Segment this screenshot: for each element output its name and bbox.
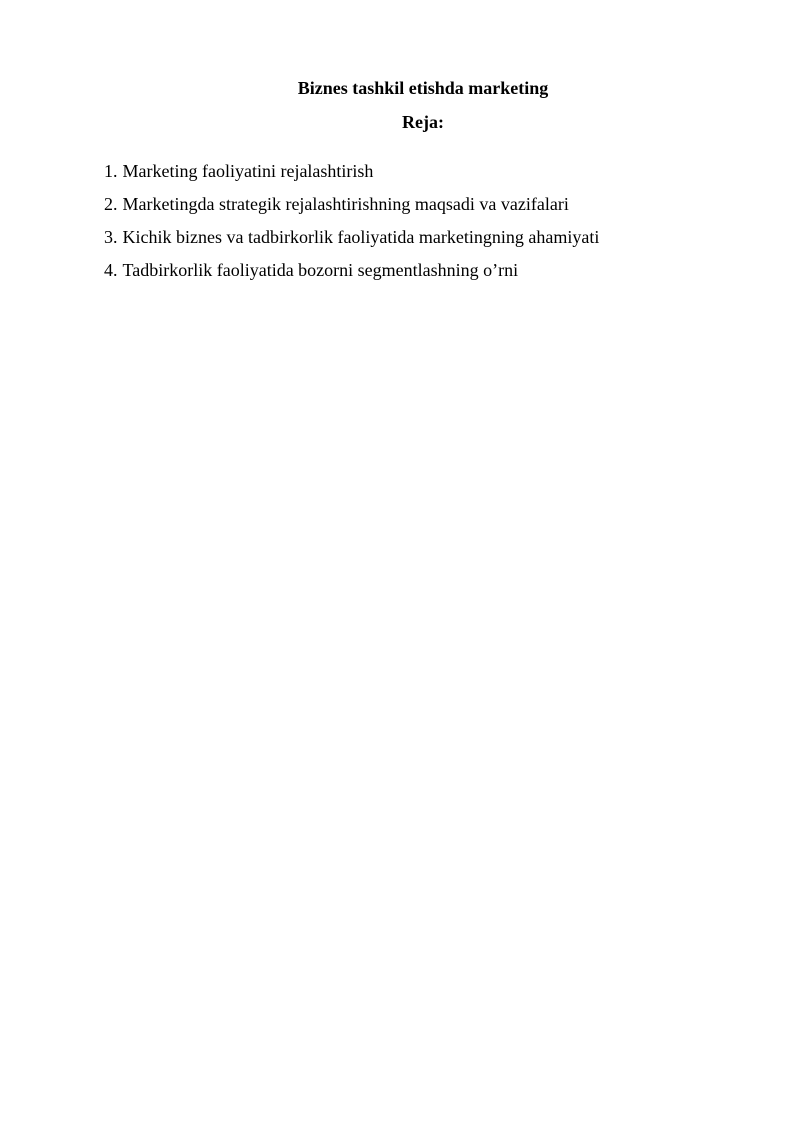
plan-list [104, 160, 599, 292]
plan-item [104, 193, 599, 215]
plan-item [104, 226, 599, 248]
plan-item-number: 3. [104, 227, 118, 247]
plan-item-number: 2. [104, 194, 118, 214]
plan-item-text: Kichik biznes va tadbirkorlik faoliyatida marketingning ahamiyati [122, 227, 600, 247]
plan-item-text: Marketingda strategik rejalashtirishning maqsadi va vazifalari [122, 194, 569, 214]
document-title: Biznes tashkil etishda marketing [297, 78, 549, 98]
plan-item-number: 1. [104, 161, 118, 181]
plan-item-number: 4. [104, 260, 118, 280]
plan-item-text: Tadbirkorlik faoliyatida bozorni segmentlashning o’rni [122, 260, 519, 280]
plan-heading: Reja: [402, 112, 444, 132]
plan-item [104, 259, 599, 281]
plan-item-text: Marketing faoliyatini rejalashtirish [122, 161, 374, 181]
plan-item [104, 160, 599, 182]
